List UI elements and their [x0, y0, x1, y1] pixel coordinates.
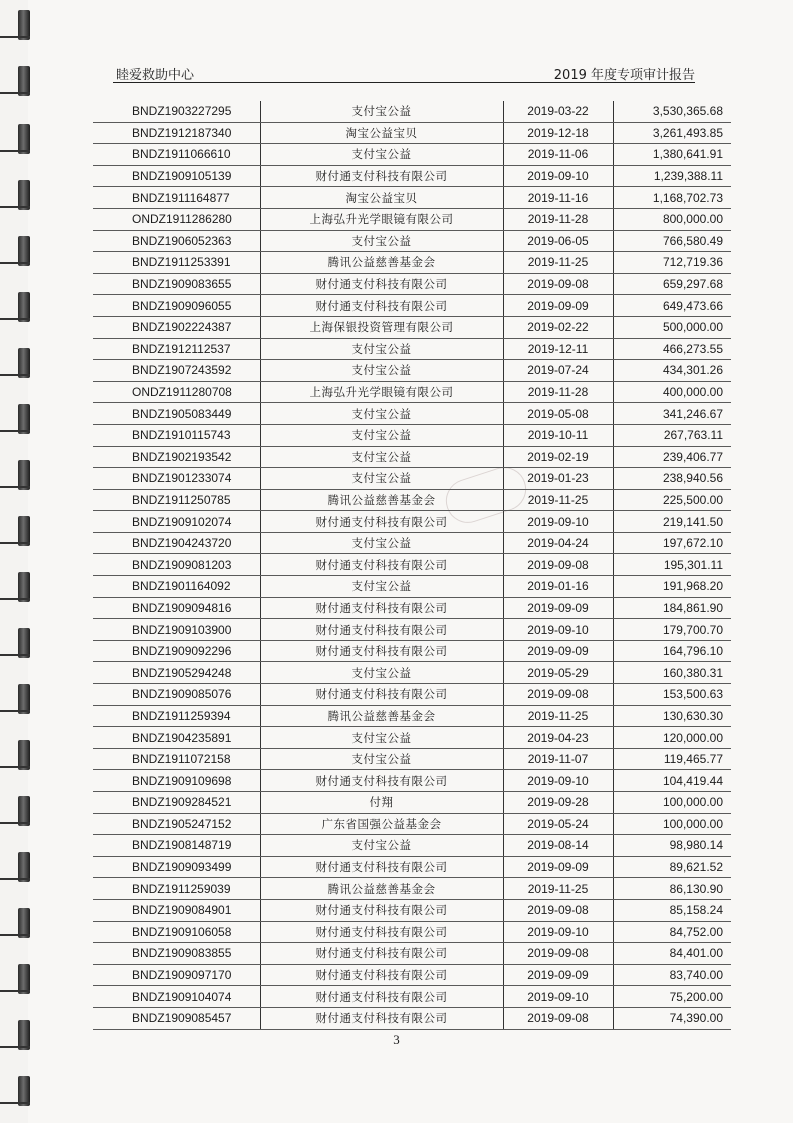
record-id-cell: BNDZ1906052363: [93, 230, 260, 252]
record-id-cell: BNDZ1910115743: [93, 424, 260, 446]
amount-cell: 74,390.00: [613, 1007, 731, 1029]
amount-cell: 197,672.10: [613, 532, 731, 554]
amount-cell: 649,473.66: [613, 295, 731, 317]
donor-cell: 腾讯公益慈善基金会: [260, 705, 503, 727]
date-cell: 2019-10-11: [503, 424, 613, 446]
table-row: [93, 446, 731, 468]
donation-table-body: [93, 101, 731, 1029]
table-row: [93, 338, 731, 360]
table-row: [93, 640, 731, 662]
table-row: [93, 403, 731, 425]
page-header: [113, 60, 695, 83]
date-cell: 2019-09-09: [503, 640, 613, 662]
donor-cell: 腾讯公益慈善基金会: [260, 489, 503, 511]
amount-cell: 3,261,493.85: [613, 122, 731, 144]
organization-name: 睦爱救助中心: [116, 68, 195, 83]
record-id-cell: BNDZ1904235891: [93, 727, 260, 749]
record-id-cell: BNDZ1909094816: [93, 597, 260, 619]
binding-wire: [0, 318, 30, 320]
date-cell: 2019-11-25: [503, 252, 613, 274]
date-cell: 2019-09-10: [503, 921, 613, 943]
binding-wire: [0, 486, 30, 488]
date-cell: 2019-01-16: [503, 576, 613, 598]
table-row: [93, 619, 731, 641]
table-row: [93, 727, 731, 749]
record-id-cell: BNDZ1911259039: [93, 878, 260, 900]
binding-wire: [0, 36, 30, 38]
donor-cell: 支付宝公益: [260, 446, 503, 468]
table-row: [93, 273, 731, 295]
binding-wire: [0, 598, 30, 600]
table-row: [93, 489, 731, 511]
date-cell: 2019-08-14: [503, 835, 613, 857]
amount-cell: 800,000.00: [613, 208, 731, 230]
binding-wire: [0, 934, 30, 936]
record-id-cell: BNDZ1912112537: [93, 338, 260, 360]
record-id-cell: BNDZ1909085076: [93, 684, 260, 706]
donor-cell: 上海弘升光学眼镜有限公司: [260, 381, 503, 403]
date-cell: 2019-02-19: [503, 446, 613, 468]
amount-cell: 89,621.52: [613, 856, 731, 878]
amount-cell: 84,401.00: [613, 943, 731, 965]
date-cell: 2019-11-16: [503, 187, 613, 209]
date-cell: 2019-09-09: [503, 964, 613, 986]
record-id-cell: BNDZ1909109698: [93, 770, 260, 792]
binding-wire: [0, 822, 30, 824]
date-cell: 2019-04-24: [503, 532, 613, 554]
donor-cell: 广东省国强公益基金会: [260, 813, 503, 835]
amount-cell: 400,000.00: [613, 381, 731, 403]
donor-cell: 财付通支付科技有限公司: [260, 964, 503, 986]
date-cell: 2019-09-08: [503, 684, 613, 706]
amount-cell: 219,141.50: [613, 511, 731, 533]
date-cell: 2019-11-28: [503, 208, 613, 230]
donor-cell: 支付宝公益: [260, 662, 503, 684]
table-row: [93, 1007, 731, 1029]
date-cell: 2019-09-09: [503, 856, 613, 878]
amount-cell: 130,630.30: [613, 705, 731, 727]
page-number: 3: [393, 1032, 400, 1047]
amount-cell: 1,239,388.11: [613, 165, 731, 187]
donor-cell: 财付通支付科技有限公司: [260, 165, 503, 187]
date-cell: 2019-05-24: [503, 813, 613, 835]
binding-wire: [0, 92, 30, 94]
donor-cell: 财付通支付科技有限公司: [260, 640, 503, 662]
table-row: [93, 511, 731, 533]
donor-cell: 支付宝公益: [260, 748, 503, 770]
table-row: [93, 144, 731, 166]
donor-cell: 腾讯公益慈善基金会: [260, 252, 503, 274]
amount-cell: 104,419.44: [613, 770, 731, 792]
donor-cell: 上海弘升光学眼镜有限公司: [260, 208, 503, 230]
table-row: [93, 165, 731, 187]
amount-cell: 153,500.63: [613, 684, 731, 706]
date-cell: 2019-11-06: [503, 144, 613, 166]
binding-wire: [0, 374, 30, 376]
table-row: [93, 187, 731, 209]
date-cell: 2019-04-23: [503, 727, 613, 749]
table-row: [93, 705, 731, 727]
table-row: [93, 748, 731, 770]
date-cell: 2019-11-25: [503, 489, 613, 511]
date-cell: 2019-06-05: [503, 230, 613, 252]
date-cell: 2019-09-10: [503, 165, 613, 187]
donor-cell: 支付宝公益: [260, 403, 503, 425]
record-id-cell: BNDZ1909103900: [93, 619, 260, 641]
donor-cell: 支付宝公益: [260, 338, 503, 360]
binding-wire: [0, 262, 30, 264]
binding-wire: [0, 430, 30, 432]
record-id-cell: BNDZ1905247152: [93, 813, 260, 835]
amount-cell: 160,380.31: [613, 662, 731, 684]
record-id-cell: ONDZ1911286280: [93, 208, 260, 230]
record-id-cell: BNDZ1901164092: [93, 576, 260, 598]
record-id-cell: BNDZ1909284521: [93, 792, 260, 814]
table-row: [93, 252, 731, 274]
donor-cell: 财付通支付科技有限公司: [260, 856, 503, 878]
date-cell: 2019-09-08: [503, 899, 613, 921]
date-cell: 2019-11-25: [503, 878, 613, 900]
record-id-cell: BNDZ1902193542: [93, 446, 260, 468]
table-row: [93, 381, 731, 403]
record-id-cell: ONDZ1911280708: [93, 381, 260, 403]
amount-cell: 1,380,641.91: [613, 144, 731, 166]
record-id-cell: BNDZ1909092296: [93, 640, 260, 662]
record-id-cell: BNDZ1909106058: [93, 921, 260, 943]
date-cell: 2019-09-10: [503, 986, 613, 1008]
donor-cell: 付翔: [260, 792, 503, 814]
record-id-cell: BNDZ1904243720: [93, 532, 260, 554]
table-row: [93, 943, 731, 965]
record-id-cell: BNDZ1902224387: [93, 316, 260, 338]
donor-cell: 财付通支付科技有限公司: [260, 273, 503, 295]
record-id-cell: BNDZ1911164877: [93, 187, 260, 209]
date-cell: 2019-09-28: [503, 792, 613, 814]
record-id-cell: BNDZ1911250785: [93, 489, 260, 511]
table-row: [93, 899, 731, 921]
table-row: [93, 554, 731, 576]
date-cell: 2019-09-10: [503, 619, 613, 641]
donation-table: [93, 101, 731, 1030]
table-row: [93, 101, 731, 122]
donor-cell: 财付通支付科技有限公司: [260, 619, 503, 641]
date-cell: 2019-09-10: [503, 770, 613, 792]
amount-cell: 238,940.56: [613, 468, 731, 490]
donor-cell: 财付通支付科技有限公司: [260, 1007, 503, 1029]
amount-cell: 766,580.49: [613, 230, 731, 252]
date-cell: 2019-11-25: [503, 705, 613, 727]
table-row: [93, 316, 731, 338]
record-id-cell: BNDZ1909097170: [93, 964, 260, 986]
binding-wire: [0, 1102, 30, 1104]
date-cell: 2019-09-10: [503, 511, 613, 533]
date-cell: 2019-03-22: [503, 101, 613, 122]
donor-cell: 淘宝公益宝贝: [260, 122, 503, 144]
amount-cell: 119,465.77: [613, 748, 731, 770]
donor-cell: 财付通支付科技有限公司: [260, 597, 503, 619]
binding-wire: [0, 878, 30, 880]
record-id-cell: BNDZ1903227295: [93, 101, 260, 122]
date-cell: 2019-05-08: [503, 403, 613, 425]
donor-cell: 财付通支付科技有限公司: [260, 770, 503, 792]
table-row: [93, 770, 731, 792]
spiral-binding: [0, 0, 42, 1123]
donor-cell: 财付通支付科技有限公司: [260, 511, 503, 533]
amount-cell: 98,980.14: [613, 835, 731, 857]
date-cell: 2019-09-09: [503, 295, 613, 317]
amount-cell: 195,301.11: [613, 554, 731, 576]
table-row: [93, 360, 731, 382]
record-id-cell: BNDZ1909102074: [93, 511, 260, 533]
record-id-cell: BNDZ1908148719: [93, 835, 260, 857]
donor-cell: 支付宝公益: [260, 576, 503, 598]
table-row: [93, 576, 731, 598]
amount-cell: 434,301.26: [613, 360, 731, 382]
amount-cell: 184,861.90: [613, 597, 731, 619]
binding-wire: [0, 542, 30, 544]
record-id-cell: BNDZ1909084901: [93, 899, 260, 921]
record-id-cell: BNDZ1911259394: [93, 705, 260, 727]
table-row: [93, 662, 731, 684]
binding-wire: [0, 206, 30, 208]
donor-cell: 财付通支付科技有限公司: [260, 899, 503, 921]
date-cell: 2019-09-08: [503, 273, 613, 295]
date-cell: 2019-01-23: [503, 468, 613, 490]
binding-wire: [0, 654, 30, 656]
amount-cell: 164,796.10: [613, 640, 731, 662]
amount-cell: 267,763.11: [613, 424, 731, 446]
donor-cell: 财付通支付科技有限公司: [260, 943, 503, 965]
date-cell: 2019-11-07: [503, 748, 613, 770]
donor-cell: 财付通支付科技有限公司: [260, 986, 503, 1008]
table-row: [93, 295, 731, 317]
donor-cell: 支付宝公益: [260, 360, 503, 382]
amount-cell: 179,700.70: [613, 619, 731, 641]
table-row: [93, 964, 731, 986]
table-row: [93, 532, 731, 554]
amount-cell: 3,530,365.68: [613, 101, 731, 122]
date-cell: 2019-09-08: [503, 943, 613, 965]
amount-cell: 712,719.36: [613, 252, 731, 274]
record-id-cell: BNDZ1911072158: [93, 748, 260, 770]
donor-cell: 财付通支付科技有限公司: [260, 554, 503, 576]
amount-cell: 100,000.00: [613, 813, 731, 835]
binding-wire: [0, 710, 30, 712]
record-id-cell: BNDZ1901233074: [93, 468, 260, 490]
table-row: [93, 424, 731, 446]
record-id-cell: BNDZ1905083449: [93, 403, 260, 425]
record-id-cell: BNDZ1909105139: [93, 165, 260, 187]
donor-cell: 财付通支付科技有限公司: [260, 295, 503, 317]
amount-cell: 225,500.00: [613, 489, 731, 511]
amount-cell: 191,968.20: [613, 576, 731, 598]
amount-cell: 120,000.00: [613, 727, 731, 749]
amount-cell: 86,130.90: [613, 878, 731, 900]
donor-cell: 支付宝公益: [260, 727, 503, 749]
binding-wire: [0, 150, 30, 152]
date-cell: 2019-12-11: [503, 338, 613, 360]
donor-cell: 支付宝公益: [260, 468, 503, 490]
donor-cell: 支付宝公益: [260, 532, 503, 554]
donor-cell: 支付宝公益: [260, 424, 503, 446]
table-row: [93, 122, 731, 144]
table-row: [93, 835, 731, 857]
record-id-cell: BNDZ1907243592: [93, 360, 260, 382]
amount-cell: 85,158.24: [613, 899, 731, 921]
record-id-cell: BNDZ1909083855: [93, 943, 260, 965]
amount-cell: 239,406.77: [613, 446, 731, 468]
table-row: [93, 986, 731, 1008]
table-row: [93, 878, 731, 900]
binding-wire: [0, 766, 30, 768]
table-row: [93, 856, 731, 878]
donor-cell: 淘宝公益宝贝: [260, 187, 503, 209]
amount-cell: 100,000.00: [613, 792, 731, 814]
date-cell: 2019-02-22: [503, 316, 613, 338]
amount-cell: 1,168,702.73: [613, 187, 731, 209]
date-cell: 2019-05-29: [503, 662, 613, 684]
binding-wire: [0, 990, 30, 992]
table-row: [93, 597, 731, 619]
table-row: [93, 230, 731, 252]
record-id-cell: BNDZ1909083655: [93, 273, 260, 295]
date-cell: 2019-11-28: [503, 381, 613, 403]
amount-cell: 466,273.55: [613, 338, 731, 360]
amount-cell: 75,200.00: [613, 986, 731, 1008]
table-row: [93, 684, 731, 706]
donor-cell: 上海保银投资管理有限公司: [260, 316, 503, 338]
record-id-cell: BNDZ1912187340: [93, 122, 260, 144]
table-row: [93, 921, 731, 943]
record-id-cell: BNDZ1909093499: [93, 856, 260, 878]
record-id-cell: BNDZ1905294248: [93, 662, 260, 684]
record-id-cell: BNDZ1909085457: [93, 1007, 260, 1029]
donor-cell: 支付宝公益: [260, 101, 503, 122]
donor-cell: 支付宝公益: [260, 144, 503, 166]
donor-cell: 财付通支付科技有限公司: [260, 684, 503, 706]
table-row: [93, 468, 731, 490]
donor-cell: 支付宝公益: [260, 230, 503, 252]
record-id-cell: BNDZ1909081203: [93, 554, 260, 576]
table-row: [93, 792, 731, 814]
donor-cell: 财付通支付科技有限公司: [260, 921, 503, 943]
donor-cell: 支付宝公益: [260, 835, 503, 857]
date-cell: 2019-09-08: [503, 554, 613, 576]
amount-cell: 84,752.00: [613, 921, 731, 943]
amount-cell: 83,740.00: [613, 964, 731, 986]
amount-cell: 341,246.67: [613, 403, 731, 425]
table-row: [93, 813, 731, 835]
date-cell: 2019-09-09: [503, 597, 613, 619]
record-id-cell: BNDZ1909104074: [93, 986, 260, 1008]
record-id-cell: BNDZ1911253391: [93, 252, 260, 274]
amount-cell: 659,297.68: [613, 273, 731, 295]
date-cell: 2019-09-08: [503, 1007, 613, 1029]
date-cell: 2019-07-24: [503, 360, 613, 382]
date-cell: 2019-12-18: [503, 122, 613, 144]
record-id-cell: BNDZ1909096055: [93, 295, 260, 317]
record-id-cell: BNDZ1911066610: [93, 144, 260, 166]
amount-cell: 500,000.00: [613, 316, 731, 338]
report-title: 2019 年度专项审计报告: [553, 68, 695, 83]
table-row: [93, 208, 731, 230]
donor-cell: 腾讯公益慈善基金会: [260, 878, 503, 900]
